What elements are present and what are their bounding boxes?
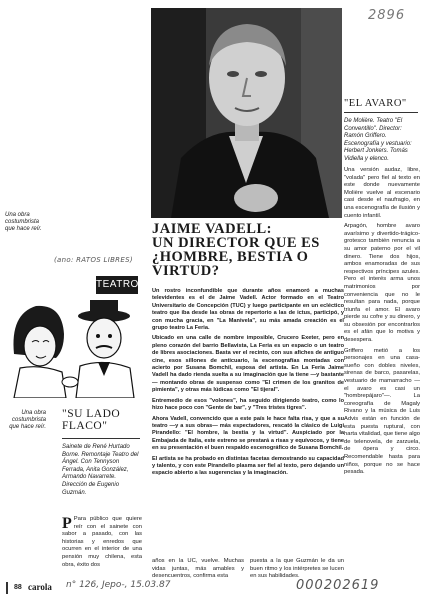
headline — [152, 222, 342, 278]
main-paragraph: Ubicado en una calle de nombre imposible, Crucero Exeter, pero en pleno corazón del barrio Bellavista, La Feria es un espacio o un teatro de libres asociaciones. Basta ver el recinto, con sus afiches de antiguo cine, esos sillones de anticuario, la escenografías montadas con acierto por Susana Bomchil, esposa del artista. En La Feria Jaime Vadell ha dado rienda suelta a su imaginación que la tiene —y bastante— montando obras de suspenso como "El crimen de los granitos de pimienta", y otras más lúdicas como "El tijeral". — [152, 335, 344, 394]
director-photo — [151, 8, 342, 218]
headline-line-2: UN DIRECTOR QUE ES — [152, 235, 320, 251]
right-title-rule — [344, 112, 418, 113]
cartoon-image — [6, 294, 138, 398]
portrait-image — [151, 8, 342, 218]
cartoon-caption: Una obra costumbrista que hace reír. — [9, 410, 46, 431]
right-article-body — [344, 167, 420, 562]
headline-line-4: VIRTUD? — [152, 263, 220, 279]
page-number: 88 — [14, 584, 22, 591]
left-article-body — [62, 516, 142, 590]
cartoon-illustration — [6, 294, 138, 398]
drop-cap: P — [62, 516, 72, 532]
handwritten-reference: n° 126, Jepo-, 15.03.87 — [66, 580, 171, 590]
left-title-rule — [62, 438, 140, 439]
lower-column-1: años en la UC, vuelve. Muchas vidas juntas, más amables y desencuentros, confirma esta — [152, 558, 244, 580]
main-paragraph: Entremedio de esos "volones", ha seguido dirigiendo teatro, como lo hizo hace poco con "Gente de bar", y "Tres tristes tigres". — [152, 397, 344, 412]
magazine-name: carola — [28, 582, 52, 592]
main-paragraph: Ahora Vadell, convencido que a este país le hace falta risa, y que a su teatro —y a sus obras— más espectadores, rescató la clásico de Luigi Pirandello: "El hombre, la bestia y la virtud". Auspiciado por la Embajada de Italia, este estreno se prestará a risas y equívocos, y tiene en su presentación el buen respaldo escenográfico de Susana Bomchil. — [152, 415, 344, 452]
headline-line-3: ¿HOMBRE, BESTIA O — [152, 249, 309, 265]
main-paragraph: El artista se ha probado en distintas facetas demostrando su capacidad y talento, y con este Pirandello plasma ser fiel al texto, pero dejando un espacio abierto a las sugerencias y la imaginación. — [152, 455, 344, 477]
lower-column-2: puesta a la que Guzmán le da un buen ritmo y los intérpretes se lucen en sus habilidades. — [250, 558, 344, 580]
left-credits: Sainete de René Hurtado Borne. Remontaje Teatro del Ángel. Con Tennyson Ferrada, Anita González, Armando Navarrete. Dirección de Eugenio Guzmán. — [62, 444, 139, 496]
handwritten-code: 000202619 — [296, 578, 380, 593]
headline-line-1: JAIME VADELL: — [152, 221, 272, 237]
right-paragraph: Arpagón, hombre avaro avarísimo y divertido-trágico-grotesco también renuncia a su amor paterno por el vil dinero. Tiene dos hijos, ambos enamoradas de sus respectivos príncipes azules. Pero el interés arma unos matrimonios por conveniencia que no le resultan para nada, porque triunfa el amor. El avaro pierde su cofre y su dinero, y su obsesión por encontrarlos es el afán que lo motiva y desespera. — [344, 223, 420, 344]
main-article-body — [152, 288, 344, 556]
right-paragraph: Griffero metió a los personajes en una casa-sueño con dobles niveles, sirenas de barco, pasarelas, vestuario de mamarracho —el avaro es casi un "hombrepájaro"—. La coreografía de Magaly Rivano y la música de Luis Advis están en función de esta puesta ruptural, con harta vitalidad, que tiene algo de telenovela, de zarzuela, de ópera y circo. Recomendable hasta para niños, porque no se hace pesada. — [344, 347, 420, 476]
left-title: "SU LADO FLACO" — [62, 408, 121, 432]
section-label-teatro: TEATRO — [96, 276, 138, 294]
right-paragraph: Una versión audaz, libre, "volada" pero fiel al texto en este donde nuevamente Molière vuelve al escenario casi desde el naufragio, en una escenografía de ilusión y cuento infantil. — [344, 167, 420, 219]
right-credits: De Molière. Teatro "El Conventillo". Director: Ramón Griffero. Escenografía y vestuario: Herbert Jonkers. Tomás Vidiella y elenco. — [344, 118, 412, 162]
handwritten-source-note: (ano: RATOS LIBRES) — [54, 256, 133, 264]
right-title: "EL AVARO" — [344, 98, 407, 109]
left-body-text: Para público que quiere reír con el sainete con sabor a pasado, con las historias y enredos que ocurren en el interior de una pensión muy chilena, esta obra, éxito dos — [62, 516, 142, 568]
handwritten-number: 2896 — [368, 8, 406, 23]
main-paragraph: Un rostro inconfundible que durante años enamoró a muchas televidentes es el de Jaime Vadell. Actor formado en el Teatro Universitario de Concepción (TUC) y luego participante en un ecléctico teatro que iba desde las obras de repertorio a las de ictus, participó, y con mucha gracia, en "La Manivela", su más amada creación es el grupo teatro La Feria. — [152, 288, 344, 332]
photo-caption: Una obra costumbrista que hace reír. — [5, 212, 42, 233]
